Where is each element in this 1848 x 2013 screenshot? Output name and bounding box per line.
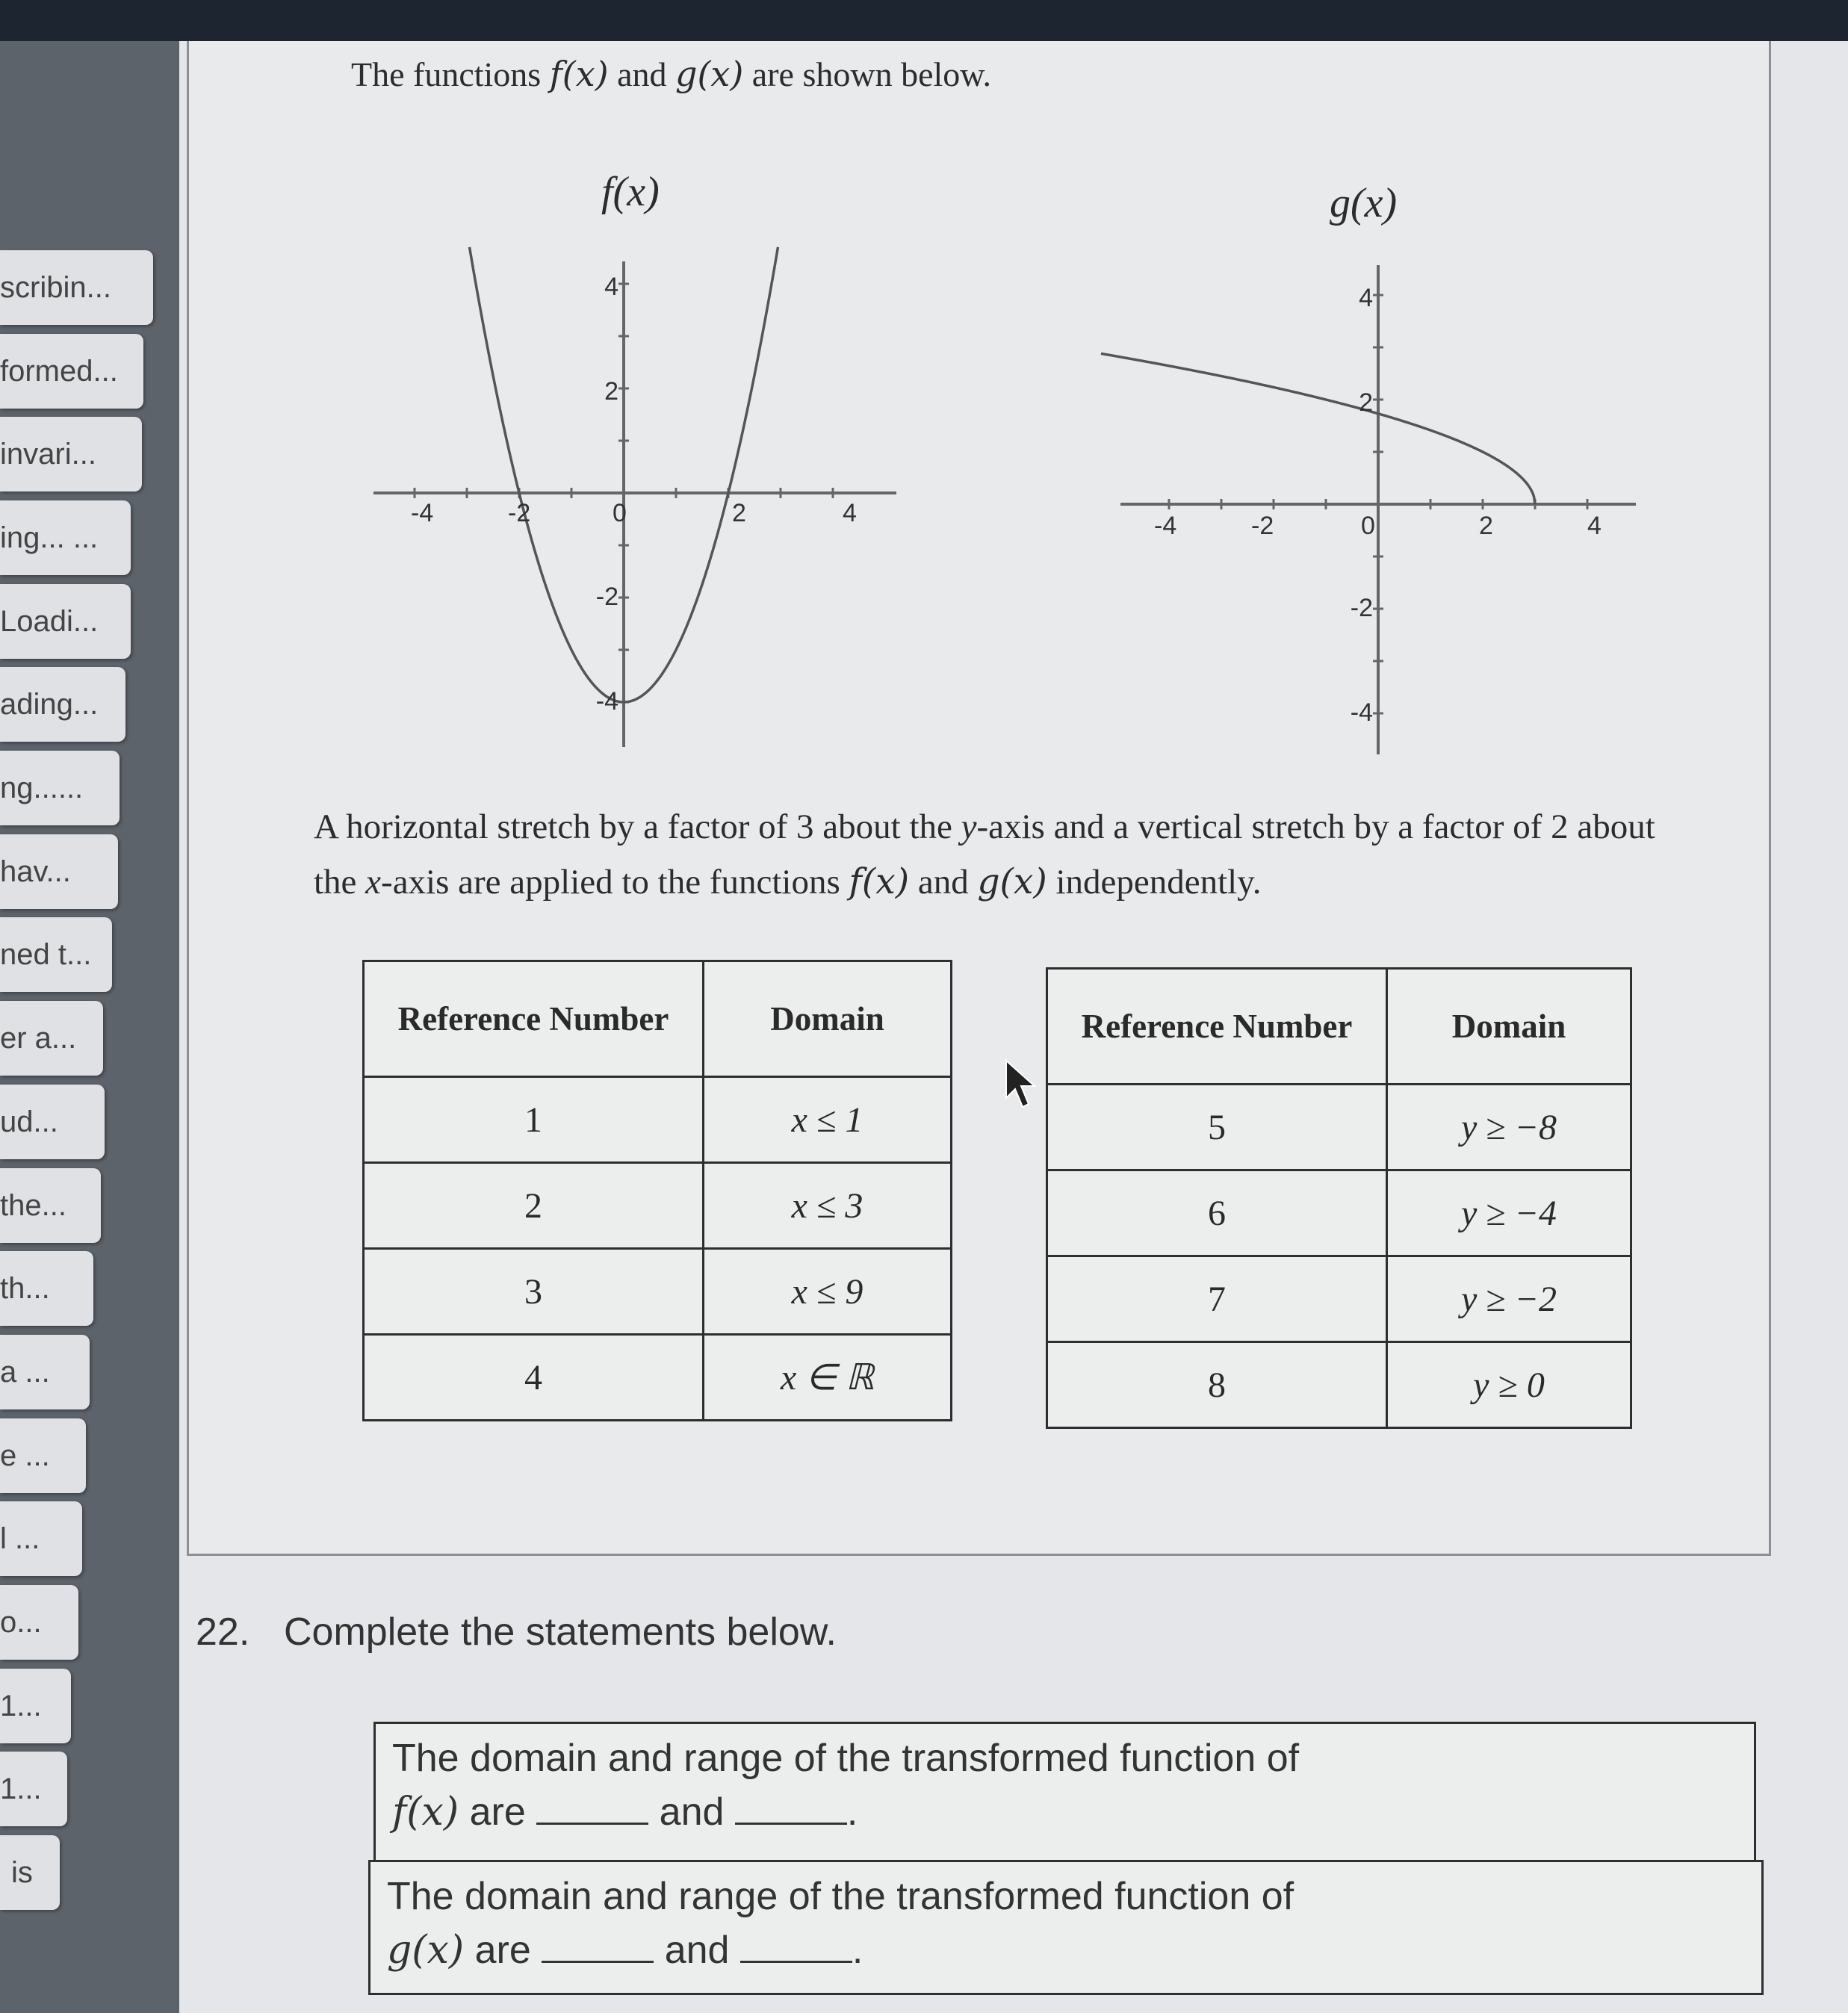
f-ytick-label: 4 [604,273,618,301]
sidebar-item[interactable] [0,1168,101,1243]
sidebar-item-label: l ... [0,1522,40,1555]
desc-g: g(x) [977,861,1047,902]
g-graph-title: g(x) [1330,180,1398,226]
sidebar-item[interactable] [0,751,120,825]
desc-y-variable: y [961,807,977,846]
desc-part: -axis and a vertical stretch by a factor of 2 about the [314,807,1655,902]
desc-x-variable: x [365,863,382,902]
g-xtick-label: 4 [1587,512,1602,540]
statement-f [392,1731,1662,1839]
g-domain-blank[interactable] [542,1928,654,1963]
sidebar-item-label: hav... [0,855,71,888]
sidebar-item[interactable] [0,334,143,409]
table-header-row [364,961,952,1077]
sidebar-item[interactable] [0,1085,105,1159]
statement-box-g [368,1860,1764,1995]
g-ytick-label: -2 [1350,594,1373,622]
sidebar-item-label: Loadi... [0,605,99,638]
header-domain: Domain [704,961,952,1077]
table-row [364,1077,952,1163]
intro-f: f(x) [549,54,609,94]
reference-number-cell: 5 [1047,1085,1387,1170]
g-ytick-label: -4 [1350,698,1373,727]
sidebar-item-label: the... [0,1189,66,1222]
sidebar-item[interactable] [0,1251,93,1326]
sidebar-item[interactable] [0,1418,86,1493]
reference-number-cell: 8 [1047,1342,1387,1428]
intro-before: The functions [351,55,550,93]
sidebar-item-label: e ... [0,1439,50,1472]
transformation-description [314,799,1681,910]
table-header-row [1047,969,1631,1085]
reference-table-right [1046,967,1632,1429]
sidebar-item[interactable] [0,1001,103,1076]
statement-box-f [373,1722,1756,1864]
statement-f-text: The domain and range of the transformed function of [392,1737,1300,1780]
header-domain: Domain [1387,969,1631,1085]
f-xtick-label: -4 [411,499,434,527]
f-xtick-label: 2 [732,499,746,527]
domain-cell: y ≥ −8 [1387,1085,1631,1170]
statement-g-end: . [852,1929,863,1972]
f-ytick-label: -2 [595,583,618,611]
domain-cell: x ≤ 3 [704,1163,952,1249]
sidebar-item[interactable] [0,1335,90,1409]
g-origin-label: 0 [1361,512,1375,540]
domain-cell: y ≥ −2 [1387,1256,1631,1342]
intro-after: are shown below. [743,55,991,93]
reference-table-left [362,960,952,1421]
sidebar-item-label: ud... [0,1105,58,1138]
f-graph [344,239,904,762]
table-row [364,1163,952,1249]
domain-cell: x ≤ 1 [704,1077,952,1163]
statement-f-and: and [648,1790,735,1834]
sidebar-item-label: ned t... [0,938,92,971]
sidebar-item-label: er a... [0,1022,77,1055]
sidebar-item-label: ing... ... [0,521,99,554]
header-reference-number: Reference Number [1047,969,1387,1085]
sidebar-item[interactable] [0,417,142,491]
desc-part: and [909,863,978,902]
statement-f-end: . [846,1790,858,1834]
sidebar-item-label: ng...... [0,772,84,804]
f-graph-title: f(x) [601,169,660,215]
sidebar-item-label: ading... [0,688,99,721]
desc-f: f(x) [849,861,910,902]
reference-number-cell: 4 [364,1335,704,1421]
statement-g-are: are [464,1929,542,1972]
sidebar-item-label: o... [0,1606,42,1639]
f-ytick-label: 2 [604,377,618,406]
sidebar-item-label: invari... [0,438,96,471]
sidebar-item[interactable] [0,667,125,742]
domain-cell: x ∈ ℝ [704,1335,952,1421]
sidebar-item-label: is [11,1856,33,1889]
g-ytick-label: 2 [1359,388,1373,417]
question-number: 22. [196,1610,250,1654]
sidebar-item-label: th... [0,1272,50,1305]
intro-g: g(x) [675,54,744,94]
desc-part: A horizontal stretch by a factor of 3 about the [314,807,961,846]
g-xtick-label: 2 [1479,512,1493,540]
table-row [1047,1256,1631,1342]
g-graph [1098,246,1658,769]
g-range-blank[interactable] [740,1928,852,1963]
f-domain-blank[interactable] [536,1790,648,1825]
sidebar-item-label: scribin... [0,271,111,304]
f-ytick-label: -4 [595,687,618,716]
g-xtick-label: -2 [1251,512,1274,540]
f-origin-label: 0 [613,499,627,527]
sidebar-item-label: formed... [0,355,118,388]
desc-part: -axis are applied to the functions [381,863,849,902]
header-reference-number: Reference Number [364,961,704,1077]
statement-g-text: The domain and range of the transformed function of [387,1875,1294,1918]
table-row [1047,1342,1631,1428]
sidebar-item[interactable] [0,250,153,325]
sidebar [0,41,179,2013]
sidebar-item[interactable] [0,1501,82,1576]
statement-g-and: and [654,1929,740,1972]
statement-g [387,1870,1657,1977]
sidebar-item-label: a ... [0,1356,50,1389]
statement-f-are: are [459,1790,537,1834]
sidebar-item[interactable] [0,1585,78,1660]
table-row [1047,1170,1631,1256]
sidebar-item[interactable] [0,1669,71,1743]
table-row [364,1249,952,1335]
f-xtick-label: 4 [843,499,857,527]
table-row [364,1335,952,1421]
reference-number-cell: 6 [1047,1170,1387,1256]
sidebar-item[interactable] [0,584,131,659]
sidebar-item[interactable] [0,917,112,992]
reference-number-cell: 3 [364,1249,704,1335]
statement-f-function: f(x) [392,1790,459,1834]
question-prompt: Complete the statements below. [284,1610,837,1654]
f-range-blank[interactable] [735,1790,847,1825]
sidebar-item[interactable] [0,834,118,909]
domain-cell: y ≥ −4 [1387,1170,1631,1256]
sidebar-item[interactable] [0,500,131,575]
statement-g-function: g(x) [387,1928,465,1973]
mouse-pointer-icon [1005,1059,1042,1111]
sidebar-item[interactable] [0,1752,67,1826]
reference-number-cell: 2 [364,1163,704,1249]
g-ytick-label: 4 [1359,284,1373,312]
sidebar-item-label: 1... [0,1772,42,1805]
f-xtick-label: -2 [508,499,531,527]
g-xtick-label: -4 [1154,512,1177,540]
intro-text [351,54,991,94]
domain-cell: y ≥ 0 [1387,1342,1631,1428]
reference-number-cell: 1 [364,1077,704,1163]
domain-cell: x ≤ 9 [704,1249,952,1335]
sidebar-item-label: 1... [0,1690,42,1722]
intro-middle: and [608,55,676,93]
g-curve [1101,353,1535,504]
sidebar-item[interactable] [0,1835,60,1910]
table-row [1047,1085,1631,1170]
desc-part: independently. [1047,863,1262,902]
reference-number-cell: 7 [1047,1256,1387,1342]
